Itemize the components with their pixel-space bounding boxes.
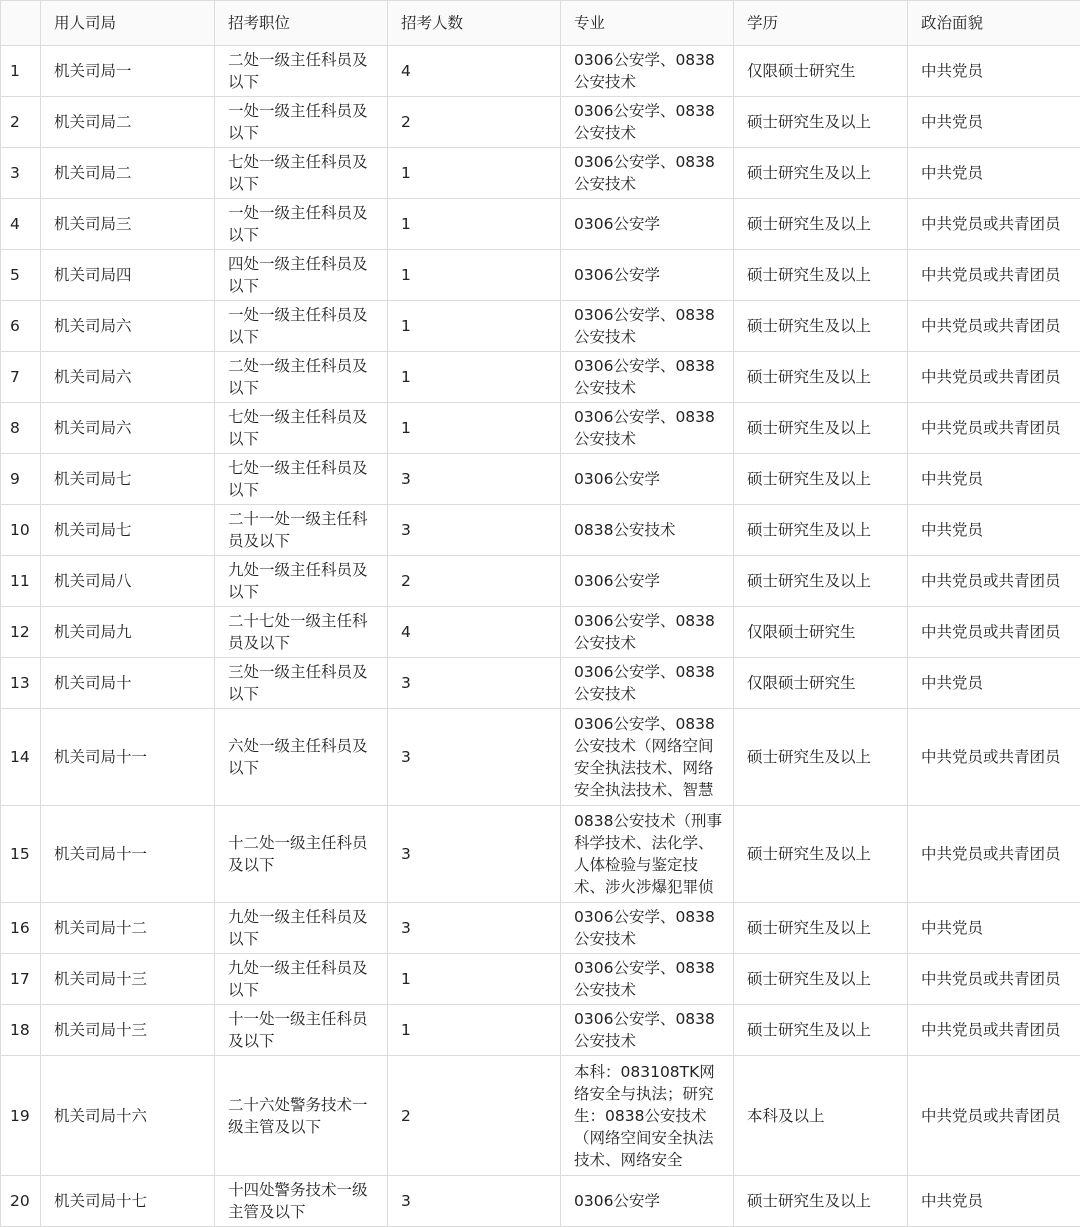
major-text: 0306公安学: [574, 570, 723, 592]
position-cell: [215, 903, 388, 954]
count-cell: 3: [388, 709, 561, 806]
dept-cell: 机关司局七: [41, 454, 215, 505]
row-index: 17: [1, 954, 41, 1005]
position-cell: [215, 1176, 388, 1227]
major-cell: [561, 97, 734, 148]
major-cell: [561, 352, 734, 403]
position-cell: [215, 199, 388, 250]
position-cell: [215, 46, 388, 97]
table-row: [1, 148, 1080, 199]
dept-cell: 机关司局十七: [41, 1176, 215, 1227]
position-cell: [215, 250, 388, 301]
major-cell: [561, 1056, 734, 1176]
row-index: 13: [1, 658, 41, 709]
table-row: [1, 199, 1080, 250]
table-row: [1, 352, 1080, 403]
major-text: 0306公安学: [574, 213, 723, 235]
table-row: [1, 454, 1080, 505]
count-cell: 1: [388, 199, 561, 250]
row-index: 8: [1, 403, 41, 454]
politics-cell: 中共党员: [908, 658, 1080, 709]
header-politics: 政治面貌: [908, 1, 1080, 46]
position-cell: [215, 505, 388, 556]
major-text: 0306公安学、0838公安技术: [574, 151, 723, 195]
major-text: 0306公安学、0838公安技术: [574, 610, 723, 654]
dept-cell: 机关司局十六: [41, 1056, 215, 1176]
position-cell: [215, 1005, 388, 1056]
position-text: 七处一级主任科员及以下: [228, 406, 377, 450]
position-text: 九处一级主任科员及以下: [228, 559, 377, 603]
count-cell: 3: [388, 658, 561, 709]
position-text: 七处一级主任科员及以下: [228, 457, 377, 501]
politics-cell: 中共党员或共青团员: [908, 403, 1080, 454]
dept-cell: 机关司局二: [41, 148, 215, 199]
education-cell: 硕士研究生及以上: [734, 556, 908, 607]
dept-cell: 机关司局八: [41, 556, 215, 607]
position-text: 四处一级主任科员及以下: [228, 253, 377, 297]
education-cell: 硕士研究生及以上: [734, 352, 908, 403]
count-cell: 1: [388, 301, 561, 352]
major-text: 0306公安学、0838公安技术: [574, 1008, 723, 1052]
dept-cell: 机关司局一: [41, 46, 215, 97]
education-cell: 仅限硕士研究生: [734, 658, 908, 709]
education-cell: 硕士研究生及以上: [734, 97, 908, 148]
table-row: [1, 903, 1080, 954]
count-cell: 1: [388, 954, 561, 1005]
position-cell: [215, 148, 388, 199]
politics-cell: 中共党员或共青团员: [908, 250, 1080, 301]
count-cell: 4: [388, 607, 561, 658]
row-index: 7: [1, 352, 41, 403]
politics-cell: 中共党员或共青团员: [908, 352, 1080, 403]
politics-cell: 中共党员或共青团员: [908, 954, 1080, 1005]
header-major: 专业: [561, 1, 734, 46]
position-text: 十四处警务技术一级主管及以下: [228, 1179, 377, 1223]
row-index: 1: [1, 46, 41, 97]
education-cell: 硕士研究生及以上: [734, 954, 908, 1005]
dept-cell: 机关司局十二: [41, 903, 215, 954]
row-index: 16: [1, 903, 41, 954]
education-cell: 硕士研究生及以上: [734, 301, 908, 352]
position-text: 十二处一级主任科员及以下: [228, 832, 377, 876]
table-row: [1, 1176, 1080, 1227]
politics-cell: 中共党员或共青团员: [908, 709, 1080, 806]
major-cell: [561, 403, 734, 454]
table-row: [1, 301, 1080, 352]
dept-cell: 机关司局六: [41, 301, 215, 352]
table-row: [1, 607, 1080, 658]
header-education: 学历: [734, 1, 908, 46]
row-index: 15: [1, 806, 41, 903]
major-text: 0306公安学、0838公安技术: [574, 100, 723, 144]
row-index: 9: [1, 454, 41, 505]
row-index: 6: [1, 301, 41, 352]
position-text: 二处一级主任科员及以下: [228, 49, 377, 93]
table-row: [1, 97, 1080, 148]
politics-cell: 中共党员: [908, 454, 1080, 505]
education-cell: 仅限硕士研究生: [734, 607, 908, 658]
table-row: [1, 709, 1080, 806]
dept-cell: 机关司局六: [41, 352, 215, 403]
row-index: 12: [1, 607, 41, 658]
major-cell: [561, 199, 734, 250]
position-cell: [215, 607, 388, 658]
major-text: 本科：083108TK网络安全与执法；研究生：0838公安技术（网络空间安全执法技术、网络安全: [574, 1061, 723, 1171]
education-cell: 硕士研究生及以上: [734, 505, 908, 556]
education-cell: 硕士研究生及以上: [734, 454, 908, 505]
major-cell: [561, 148, 734, 199]
count-cell: 1: [388, 148, 561, 199]
count-cell: 3: [388, 454, 561, 505]
major-cell: [561, 1176, 734, 1227]
position-text: 一处一级主任科员及以下: [228, 100, 377, 144]
major-text: 0306公安学: [574, 468, 723, 490]
position-text: 十一处一级主任科员及以下: [228, 1008, 377, 1052]
position-text: 一处一级主任科员及以下: [228, 304, 377, 348]
dept-cell: 机关司局十三: [41, 1005, 215, 1056]
position-text: 一处一级主任科员及以下: [228, 202, 377, 246]
table-row: [1, 1005, 1080, 1056]
education-cell: 硕士研究生及以上: [734, 148, 908, 199]
education-cell: 仅限硕士研究生: [734, 46, 908, 97]
major-text: 0306公安学: [574, 1190, 723, 1212]
major-cell: [561, 454, 734, 505]
dept-cell: 机关司局四: [41, 250, 215, 301]
position-cell: [215, 403, 388, 454]
politics-cell: 中共党员或共青团员: [908, 199, 1080, 250]
major-cell: [561, 806, 734, 903]
position-text: 七处一级主任科员及以下: [228, 151, 377, 195]
row-index: 5: [1, 250, 41, 301]
politics-cell: 中共党员或共青团员: [908, 1056, 1080, 1176]
education-cell: 硕士研究生及以上: [734, 903, 908, 954]
major-text: 0306公安学、0838公安技术: [574, 355, 723, 399]
dept-cell: 机关司局三: [41, 199, 215, 250]
major-cell: [561, 301, 734, 352]
major-cell: [561, 556, 734, 607]
header-index: [1, 1, 41, 46]
count-cell: 2: [388, 97, 561, 148]
position-cell: [215, 556, 388, 607]
row-index: 19: [1, 1056, 41, 1176]
major-text: 0306公安学、0838公安技术: [574, 906, 723, 950]
table-row: [1, 658, 1080, 709]
position-text: 三处一级主任科员及以下: [228, 661, 377, 705]
politics-cell: 中共党员或共青团员: [908, 301, 1080, 352]
header-position: 招考职位: [215, 1, 388, 46]
position-text: 二十七处一级主任科员及以下: [228, 610, 377, 654]
education-cell: 硕士研究生及以上: [734, 250, 908, 301]
row-index: 10: [1, 505, 41, 556]
count-cell: 3: [388, 806, 561, 903]
position-cell: [215, 954, 388, 1005]
major-text: 0306公安学、0838公安技术: [574, 661, 723, 705]
education-cell: 本科及以上: [734, 1056, 908, 1176]
row-index: 4: [1, 199, 41, 250]
politics-cell: 中共党员: [908, 1176, 1080, 1227]
header-count: 招考人数: [388, 1, 561, 46]
position-cell: [215, 97, 388, 148]
major-cell: [561, 1005, 734, 1056]
position-cell: [215, 301, 388, 352]
dept-cell: 机关司局六: [41, 403, 215, 454]
major-text: 0306公安学、0838公安技术: [574, 957, 723, 1001]
dept-cell: 机关司局七: [41, 505, 215, 556]
education-cell: 硕士研究生及以上: [734, 403, 908, 454]
position-text: 六处一级主任科员及以下: [228, 735, 377, 779]
major-cell: [561, 46, 734, 97]
major-cell: [561, 250, 734, 301]
dept-cell: 机关司局十三: [41, 954, 215, 1005]
count-cell: 3: [388, 1176, 561, 1227]
position-cell: [215, 709, 388, 806]
education-cell: 硕士研究生及以上: [734, 1176, 908, 1227]
position-cell: [215, 352, 388, 403]
dept-cell: 机关司局九: [41, 607, 215, 658]
major-text: 0306公安学、0838公安技术: [574, 406, 723, 450]
count-cell: 1: [388, 352, 561, 403]
politics-cell: 中共党员: [908, 97, 1080, 148]
count-cell: 4: [388, 46, 561, 97]
major-cell: [561, 954, 734, 1005]
dept-cell: 机关司局二: [41, 97, 215, 148]
education-cell: 硕士研究生及以上: [734, 1005, 908, 1056]
position-cell: [215, 1056, 388, 1176]
row-index: 11: [1, 556, 41, 607]
education-cell: 硕士研究生及以上: [734, 199, 908, 250]
count-cell: 1: [388, 403, 561, 454]
table-row: [1, 556, 1080, 607]
politics-cell: 中共党员: [908, 903, 1080, 954]
politics-cell: 中共党员: [908, 148, 1080, 199]
table-row: [1, 46, 1080, 97]
dept-cell: 机关司局十: [41, 658, 215, 709]
dept-cell: 机关司局十一: [41, 709, 215, 806]
education-cell: 硕士研究生及以上: [734, 709, 908, 806]
row-index: 14: [1, 709, 41, 806]
politics-cell: 中共党员或共青团员: [908, 607, 1080, 658]
table-row: [1, 954, 1080, 1005]
major-text: 0838公安技术: [574, 519, 723, 541]
table-row: [1, 806, 1080, 903]
count-cell: 3: [388, 505, 561, 556]
row-index: 2: [1, 97, 41, 148]
position-text: 二十一处一级主任科员及以下: [228, 508, 377, 552]
table-row: [1, 250, 1080, 301]
position-cell: [215, 658, 388, 709]
major-cell: [561, 903, 734, 954]
politics-cell: 中共党员或共青团员: [908, 1005, 1080, 1056]
position-cell: [215, 454, 388, 505]
major-text: 0306公安学、0838公安技术: [574, 49, 723, 93]
position-text: 二处一级主任科员及以下: [228, 355, 377, 399]
dept-cell: 机关司局十一: [41, 806, 215, 903]
major-text: 0306公安学、0838公安技术: [574, 304, 723, 348]
header-dept: 用人司局: [41, 1, 215, 46]
table-row: [1, 505, 1080, 556]
major-cell: [561, 505, 734, 556]
count-cell: 3: [388, 903, 561, 954]
position-text: 二十六处警务技术一级主管及以下: [228, 1094, 377, 1138]
row-index: 20: [1, 1176, 41, 1227]
politics-cell: 中共党员或共青团员: [908, 556, 1080, 607]
politics-cell: 中共党员或共青团员: [908, 806, 1080, 903]
count-cell: 2: [388, 556, 561, 607]
education-cell: 硕士研究生及以上: [734, 806, 908, 903]
row-index: 3: [1, 148, 41, 199]
position-text: 九处一级主任科员及以下: [228, 957, 377, 1001]
major-cell: [561, 709, 734, 806]
count-cell: 1: [388, 250, 561, 301]
politics-cell: 中共党员: [908, 46, 1080, 97]
major-text: 0306公安学: [574, 264, 723, 286]
position-cell: [215, 806, 388, 903]
major-text: 0838公安技术（刑事科学技术、法化学、人体检验与鉴定技术、涉火涉爆犯罪侦: [574, 810, 723, 898]
major-cell: [561, 607, 734, 658]
count-cell: 1: [388, 1005, 561, 1056]
major-text: 0306公安学、0838公安技术（网络空间安全执法技术、网络安全执法技术、智慧: [574, 713, 723, 801]
position-text: 九处一级主任科员及以下: [228, 906, 377, 950]
table-row: [1, 1056, 1080, 1176]
row-index: 18: [1, 1005, 41, 1056]
count-cell: 2: [388, 1056, 561, 1176]
major-cell: [561, 658, 734, 709]
header-row: [1, 1, 1080, 46]
table-row: [1, 403, 1080, 454]
politics-cell: 中共党员: [908, 505, 1080, 556]
